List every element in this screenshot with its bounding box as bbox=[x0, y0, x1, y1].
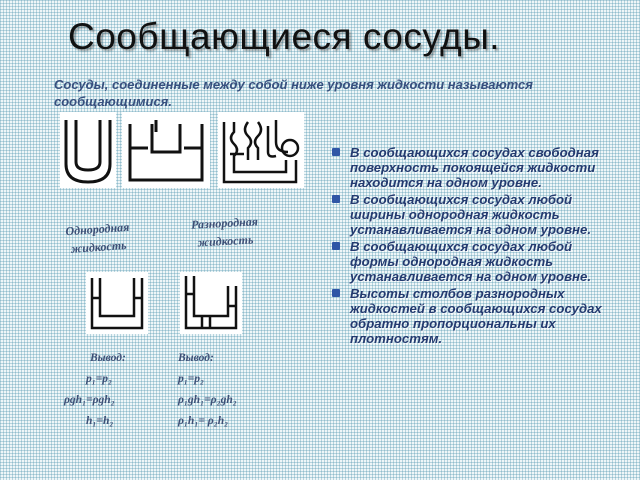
fact-text: В сообщающихся сосудах любой ширины однородная жидкость устанавливается на одном уровне. bbox=[350, 192, 592, 237]
heterogeneous-vessel-image bbox=[180, 272, 242, 334]
heterogeneous-conclusion bbox=[178, 348, 237, 432]
hydrostatic-equation: ρgh₁=ρgh₂ bbox=[64, 394, 115, 406]
pressure-equation: p₁=p₂ bbox=[178, 373, 205, 385]
u-tube-vessel-image bbox=[60, 112, 116, 188]
bullet-icon bbox=[332, 148, 340, 156]
height-equation: h₁=h₂ bbox=[86, 415, 114, 427]
fact-item bbox=[332, 192, 624, 237]
facts-list bbox=[332, 145, 624, 348]
fact-item bbox=[332, 286, 624, 346]
density-height-equation: ρ₁h₁= ρ₂h₂ bbox=[178, 415, 229, 427]
bullet-icon bbox=[332, 195, 340, 203]
fact-text: Высоты столбов разнородных жидкостей в сообщающихся сосудах обратно пропорциональны их плотностям. bbox=[350, 286, 602, 346]
homogeneous-conclusion bbox=[64, 348, 126, 432]
fact-text: В сообщающихся сосудах свободная поверхность покоящейся жидкости находится на одном уровне. bbox=[350, 145, 599, 190]
hydrostatic-equation: ρ₁gh₁=ρ₂gh₂ bbox=[178, 394, 237, 406]
bullet-icon bbox=[332, 242, 340, 250]
fact-item bbox=[332, 239, 624, 284]
pressure-equation: p₁=p₂ bbox=[86, 373, 113, 385]
fact-text: В сообщающихся сосудах любой формы однородная жидкость устанавливается на одном уровне. bbox=[350, 239, 592, 284]
conclusion-heading: Вывод: bbox=[90, 352, 126, 364]
bullet-icon bbox=[332, 289, 340, 297]
conclusion-heading: Вывод: bbox=[178, 352, 214, 364]
heterogeneous-liquid-label: Разнородная жидкость bbox=[190, 214, 259, 250]
homogeneous-liquid-label: Однородная жидкость bbox=[64, 219, 130, 256]
slide-title: Сообщающиеся сосуды. bbox=[68, 16, 501, 57]
wide-narrow-vessel-image bbox=[122, 112, 210, 188]
fact-item bbox=[332, 145, 624, 190]
curved-vessel-image bbox=[218, 112, 304, 188]
definition-text: Сосуды, соединенные между собой ниже уровня жидкости называются сообщающимися. bbox=[54, 77, 533, 109]
homogeneous-vessel-image bbox=[86, 272, 148, 334]
